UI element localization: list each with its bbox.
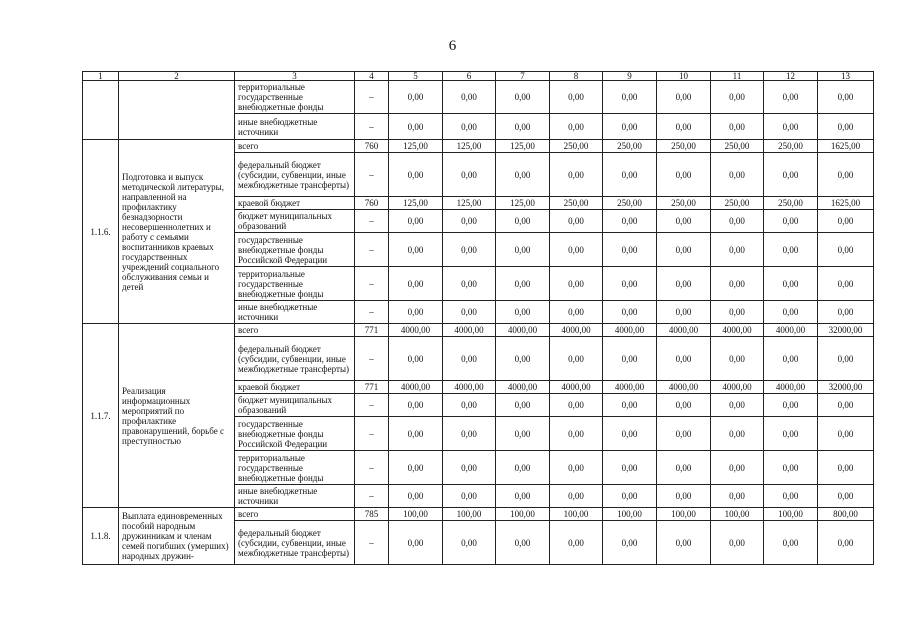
amount-cell: 0,00 (443, 267, 496, 301)
amount-cell: 100,00 (764, 508, 818, 521)
amount-cell: 0,00 (443, 301, 496, 324)
amount-cell: 0,00 (496, 521, 550, 565)
amount-cell: 0,00 (550, 521, 603, 565)
budget-code-cell: 771 (355, 381, 389, 394)
amount-cell: 125,00 (389, 140, 443, 153)
amount-cell: 0,00 (496, 233, 550, 267)
amount-cell: 100,00 (389, 508, 443, 521)
amount-cell: 0,00 (443, 394, 496, 417)
amount-cell: 0,00 (603, 153, 657, 197)
amount-cell: 4000,00 (443, 324, 496, 337)
amount-cell: 0,00 (550, 301, 603, 324)
amount-cell: 0,00 (657, 267, 711, 301)
amount-cell: 0,00 (603, 521, 657, 565)
amount-cell: 0,00 (389, 521, 443, 565)
amount-cell: 250,00 (711, 197, 764, 210)
amount-cell: 0,00 (389, 394, 443, 417)
amount-cell: 125,00 (496, 140, 550, 153)
amount-cell: 0,00 (443, 451, 496, 485)
amount-cell: 0,00 (550, 81, 603, 114)
amount-cell: 0,00 (389, 337, 443, 381)
column-header: 7 (496, 72, 550, 81)
amount-cell: 0,00 (496, 81, 550, 114)
amount-cell: 0,00 (496, 394, 550, 417)
column-header: 1 (83, 72, 119, 81)
amount-cell: 0,00 (657, 394, 711, 417)
column-header: 8 (550, 72, 603, 81)
amount-cell: 0,00 (603, 485, 657, 508)
amount-cell: 100,00 (711, 508, 764, 521)
amount-cell: 250,00 (603, 197, 657, 210)
funding-source-cell: федеральный бюджет (субсидии, субвенции, иные межбюджетные трансферты) (235, 153, 355, 197)
amount-cell: 0,00 (389, 267, 443, 301)
funding-source-cell: всего (235, 140, 355, 153)
amount-cell: 0,00 (657, 337, 711, 381)
amount-cell: 0,00 (389, 485, 443, 508)
amount-cell: 0,00 (711, 233, 764, 267)
amount-cell: 0,00 (550, 394, 603, 417)
budget-code-cell: – (355, 153, 389, 197)
funding-source-cell: территориальные государственные внебюджетные фонды (235, 267, 355, 301)
funding-source-cell: государственные внебюджетные фонды Российской Федерации (235, 417, 355, 451)
amount-cell: 0,00 (818, 153, 874, 197)
budget-code-cell: – (355, 301, 389, 324)
item-number-cell: 1.1.8. (83, 508, 119, 565)
amount-cell: 0,00 (764, 233, 818, 267)
amount-cell: 250,00 (603, 140, 657, 153)
budget-code-cell: – (355, 81, 389, 114)
amount-cell: 100,00 (657, 508, 711, 521)
funding-source-cell: краевой бюджет (235, 197, 355, 210)
amount-cell: 0,00 (603, 233, 657, 267)
amount-cell: 0,00 (443, 521, 496, 565)
amount-cell: 0,00 (764, 485, 818, 508)
amount-cell: 0,00 (818, 337, 874, 381)
amount-cell: 1625,00 (818, 140, 874, 153)
budget-code-cell: – (355, 521, 389, 565)
table-row (83, 324, 874, 337)
table-row (83, 140, 874, 153)
column-header: 11 (711, 72, 764, 81)
budget-code-cell: – (355, 485, 389, 508)
funding-source-cell: всего (235, 324, 355, 337)
amount-cell: 4000,00 (389, 324, 443, 337)
amount-cell: 4000,00 (711, 324, 764, 337)
funding-source-cell: территориальные государственные внебюджетные фонды (235, 451, 355, 485)
amount-cell: 0,00 (711, 301, 764, 324)
amount-cell: 0,00 (764, 267, 818, 301)
amount-cell: 0,00 (550, 210, 603, 233)
amount-cell: 0,00 (764, 451, 818, 485)
amount-cell: 0,00 (496, 210, 550, 233)
column-header: 12 (764, 72, 818, 81)
funding-source-cell: федеральный бюджет (субсидии, субвенции, иные межбюджетные трансферты) (235, 337, 355, 381)
amount-cell: 0,00 (443, 337, 496, 381)
amount-cell: 0,00 (818, 114, 874, 140)
amount-cell: 0,00 (818, 451, 874, 485)
amount-cell: 0,00 (496, 485, 550, 508)
budget-code-cell: 760 (355, 197, 389, 210)
amount-cell: 0,00 (603, 417, 657, 451)
amount-cell: 32000,00 (818, 381, 874, 394)
amount-cell: 0,00 (764, 337, 818, 381)
amount-cell: 0,00 (657, 301, 711, 324)
amount-cell: 0,00 (389, 451, 443, 485)
amount-cell: 0,00 (443, 233, 496, 267)
amount-cell: 0,00 (711, 210, 764, 233)
amount-cell: 0,00 (711, 485, 764, 508)
amount-cell: 0,00 (657, 153, 711, 197)
budget-code-cell: – (355, 337, 389, 381)
amount-cell: 100,00 (603, 508, 657, 521)
item-number-cell: 1.1.7. (83, 324, 119, 508)
amount-cell: 125,00 (443, 140, 496, 153)
amount-cell: 100,00 (496, 508, 550, 521)
budget-code-cell: 785 (355, 508, 389, 521)
amount-cell: 0,00 (711, 337, 764, 381)
budget-code-cell: – (355, 394, 389, 417)
amount-cell: 0,00 (657, 485, 711, 508)
amount-cell: 0,00 (764, 301, 818, 324)
amount-cell: 0,00 (496, 417, 550, 451)
amount-cell: 0,00 (711, 267, 764, 301)
funding-source-cell: иные внебюджетные источники (235, 301, 355, 324)
amount-cell: 0,00 (389, 153, 443, 197)
amount-cell: 250,00 (657, 197, 711, 210)
amount-cell: 0,00 (764, 210, 818, 233)
amount-cell: 0,00 (443, 485, 496, 508)
amount-cell: 4000,00 (764, 381, 818, 394)
amount-cell: 0,00 (818, 210, 874, 233)
amount-cell: 4000,00 (603, 324, 657, 337)
amount-cell: 250,00 (550, 140, 603, 153)
column-header: 5 (389, 72, 443, 81)
amount-cell: 0,00 (496, 451, 550, 485)
amount-cell: 0,00 (818, 485, 874, 508)
amount-cell: 4000,00 (603, 381, 657, 394)
amount-cell: 1625,00 (818, 197, 874, 210)
amount-cell: 0,00 (603, 81, 657, 114)
amount-cell: 0,00 (443, 153, 496, 197)
amount-cell: 0,00 (496, 301, 550, 324)
amount-cell: 0,00 (657, 521, 711, 565)
amount-cell: 0,00 (657, 451, 711, 485)
amount-cell: 0,00 (711, 114, 764, 140)
funding-source-cell: государственные внебюджетные фонды Российской Федерации (235, 233, 355, 267)
amount-cell: 0,00 (550, 451, 603, 485)
table-row (83, 508, 874, 521)
amount-cell: 0,00 (711, 521, 764, 565)
column-header: 4 (355, 72, 389, 81)
amount-cell: 0,00 (443, 417, 496, 451)
amount-cell: 4000,00 (711, 381, 764, 394)
amount-cell: 4000,00 (496, 381, 550, 394)
budget-code-cell: 771 (355, 324, 389, 337)
amount-cell: 800,00 (818, 508, 874, 521)
budget-code-cell: – (355, 210, 389, 233)
amount-cell: 0,00 (389, 210, 443, 233)
amount-cell: 0,00 (550, 153, 603, 197)
amount-cell: 100,00 (443, 508, 496, 521)
amount-cell: 0,00 (818, 81, 874, 114)
amount-cell: 0,00 (550, 233, 603, 267)
amount-cell: 4000,00 (496, 324, 550, 337)
amount-cell: 0,00 (764, 153, 818, 197)
amount-cell: 0,00 (603, 451, 657, 485)
amount-cell: 0,00 (443, 210, 496, 233)
amount-cell: 250,00 (764, 197, 818, 210)
amount-cell: 0,00 (603, 210, 657, 233)
amount-cell: 0,00 (711, 417, 764, 451)
amount-cell: 0,00 (764, 417, 818, 451)
funding-source-cell: всего (235, 508, 355, 521)
amount-cell: 0,00 (496, 267, 550, 301)
amount-cell: 0,00 (711, 394, 764, 417)
funding-source-cell: бюджет муниципальных образований (235, 210, 355, 233)
amount-cell: 4000,00 (550, 324, 603, 337)
budget-code-cell: – (355, 267, 389, 301)
amount-cell: 125,00 (443, 197, 496, 210)
amount-cell: 0,00 (389, 301, 443, 324)
amount-cell: 4000,00 (764, 324, 818, 337)
amount-cell: 0,00 (550, 267, 603, 301)
amount-cell: 125,00 (496, 197, 550, 210)
amount-cell: 0,00 (764, 81, 818, 114)
amount-cell: 0,00 (389, 233, 443, 267)
amount-cell: 0,00 (443, 114, 496, 140)
amount-cell: 4000,00 (389, 381, 443, 394)
item-number-cell (83, 81, 119, 140)
header-row (83, 72, 874, 81)
amount-cell: 250,00 (657, 140, 711, 153)
budget-code-cell: – (355, 417, 389, 451)
amount-cell: 0,00 (496, 337, 550, 381)
amount-cell: 4000,00 (657, 324, 711, 337)
amount-cell: 0,00 (711, 81, 764, 114)
funding-source-cell: иные внебюджетные источники (235, 485, 355, 508)
column-header: 10 (657, 72, 711, 81)
amount-cell: 0,00 (603, 114, 657, 140)
amount-cell: 0,00 (550, 114, 603, 140)
funding-source-cell: бюджет муниципальных образований (235, 394, 355, 417)
item-description-cell: Подготовка и выпуск методической литературы, направленной на профилактику безнадзорности несовершеннолетних и работу с семьями воспитанников краевых государственных учреждений социального обслуживания семьи и детей (119, 140, 235, 324)
amount-cell: 4000,00 (657, 381, 711, 394)
amount-cell: 4000,00 (550, 381, 603, 394)
amount-cell: 0,00 (603, 267, 657, 301)
amount-cell: 0,00 (818, 394, 874, 417)
column-header: 3 (235, 72, 355, 81)
budget-code-cell: – (355, 114, 389, 140)
column-header: 13 (818, 72, 874, 81)
amount-cell: 0,00 (657, 233, 711, 267)
budget-code-cell: 760 (355, 140, 389, 153)
funding-source-cell: федеральный бюджет (субсидии, субвенции, иные межбюджетные трансферты) (235, 521, 355, 565)
funding-source-cell: территориальные государственные внебюджетные фонды (235, 81, 355, 114)
amount-cell: 0,00 (711, 153, 764, 197)
amount-cell: 0,00 (550, 417, 603, 451)
item-description-cell (119, 81, 235, 140)
budget-code-cell: – (355, 451, 389, 485)
page-number: 6 (448, 38, 457, 54)
amount-cell: 0,00 (764, 521, 818, 565)
amount-cell: 0,00 (603, 394, 657, 417)
amount-cell: 0,00 (657, 417, 711, 451)
amount-cell: 0,00 (603, 337, 657, 381)
amount-cell: 250,00 (711, 140, 764, 153)
item-description-cell: Реализация информационных мероприятий по профилактике правонарушений, борьбе с преступностью (119, 324, 235, 508)
amount-cell: 0,00 (657, 81, 711, 114)
amount-cell: 0,00 (389, 114, 443, 140)
table-row (83, 81, 874, 114)
amount-cell: 4000,00 (443, 381, 496, 394)
amount-cell: 250,00 (764, 140, 818, 153)
amount-cell: 0,00 (550, 485, 603, 508)
column-header: 2 (119, 72, 235, 81)
budget-code-cell: – (355, 233, 389, 267)
amount-cell: 32000,00 (818, 324, 874, 337)
amount-cell: 0,00 (389, 417, 443, 451)
amount-cell: 0,00 (764, 114, 818, 140)
amount-cell: 0,00 (496, 153, 550, 197)
item-number-cell: 1.1.6. (83, 140, 119, 324)
column-header: 9 (603, 72, 657, 81)
funding-source-cell: иные внебюджетные источники (235, 114, 355, 140)
amount-cell: 250,00 (550, 197, 603, 210)
amount-cell: 100,00 (550, 508, 603, 521)
funding-source-cell: краевой бюджет (235, 381, 355, 394)
item-description-cell: Выплата единовременных пособий народным дружинникам и членам семей погибших (умерших) народных дружин- (119, 508, 235, 565)
amount-cell: 0,00 (818, 233, 874, 267)
column-header: 6 (443, 72, 496, 81)
amount-cell: 0,00 (603, 301, 657, 324)
amount-cell: 0,00 (550, 337, 603, 381)
budget-table (82, 71, 874, 565)
amount-cell: 0,00 (496, 114, 550, 140)
amount-cell: 0,00 (818, 267, 874, 301)
amount-cell: 0,00 (818, 301, 874, 324)
amount-cell: 0,00 (443, 81, 496, 114)
amount-cell: 0,00 (657, 210, 711, 233)
amount-cell: 0,00 (389, 81, 443, 114)
amount-cell: 0,00 (818, 521, 874, 565)
amount-cell: 0,00 (711, 451, 764, 485)
amount-cell: 0,00 (657, 114, 711, 140)
amount-cell: 125,00 (389, 197, 443, 210)
amount-cell: 0,00 (764, 394, 818, 417)
amount-cell: 0,00 (818, 417, 874, 451)
